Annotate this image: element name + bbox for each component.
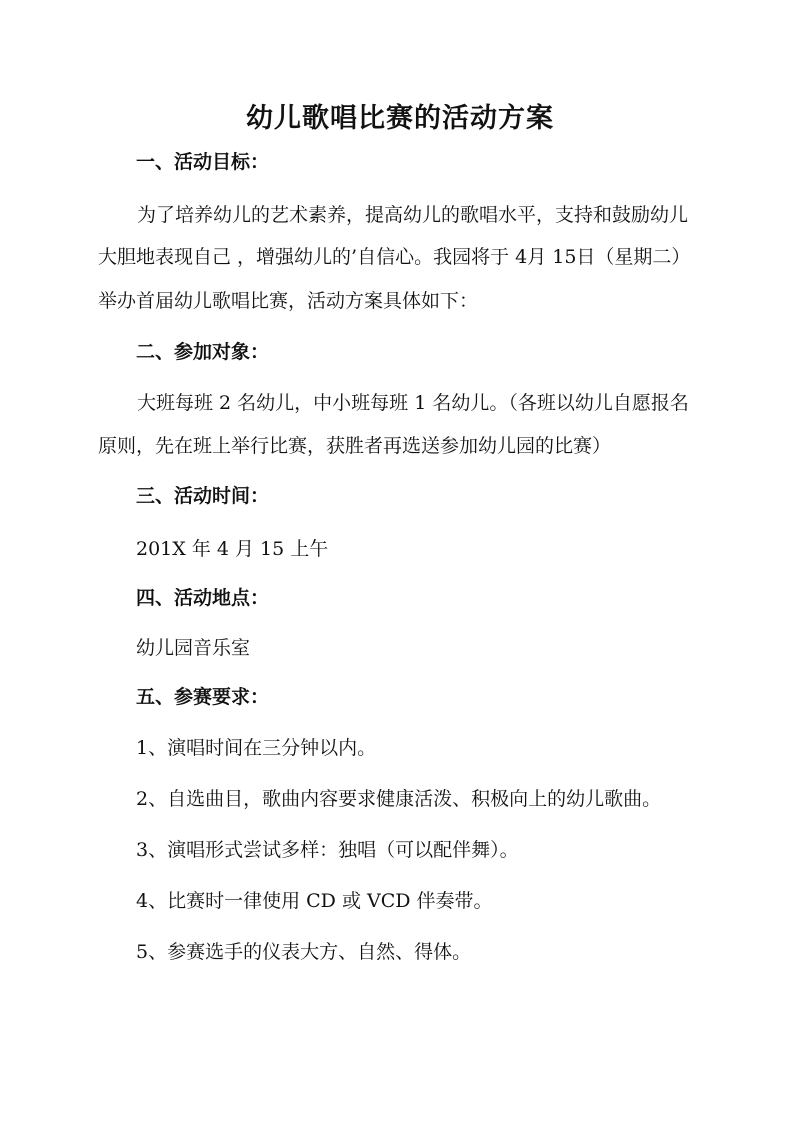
list-item: 1、演唱时间在三分钟以内。 — [136, 737, 377, 759]
list-item: 4、比赛时一律使用 CD 或 VCD 伴奏带。 — [136, 890, 493, 912]
list-item: 2、自选曲目，歌曲内容要求健康活泼、积极向上的幼儿歌曲。 — [136, 788, 662, 810]
section-heading-location: 四、活动地点： — [136, 587, 270, 609]
paragraph-line: 原则，先在班上举行比赛，获胜者再选送参加幼儿园的比赛） — [98, 435, 612, 457]
paragraph-line: 幼儿园音乐室 — [136, 637, 251, 659]
list-item: 5、参赛选手的仪表大方、自然、得体。 — [136, 941, 472, 963]
document-title: 幼儿歌唱比赛的活动方案 — [246, 103, 554, 134]
paragraph-line: 大胆地表现自己 ，增强幼儿的’自信心。我园将于 4月 15日（星期二） — [98, 246, 691, 268]
section-heading-goals: 一、活动目标： — [136, 151, 270, 173]
paragraph-line: 为了培养幼儿的艺术素养，提高幼儿的歌唱水平，支持和鼓励幼儿 — [137, 204, 689, 226]
paragraph-line: 大班每班 2 名幼儿，中小班每班 1 名幼儿。（各班以幼儿自愿报名 — [137, 392, 689, 414]
section-heading-participants: 二、参加对象： — [136, 341, 270, 363]
list-item: 3、演唱形式尝试多样：独唱（可以配伴舞）。 — [136, 839, 519, 861]
paragraph-line: 举办首届幼儿歌唱比赛，活动方案具体如下： — [98, 290, 479, 312]
section-heading-time: 三、活动时间： — [136, 485, 270, 507]
section-heading-requirements: 五、参赛要求： — [136, 686, 270, 708]
paragraph-line: 201X 年 4 月 15 上午 — [136, 538, 329, 560]
